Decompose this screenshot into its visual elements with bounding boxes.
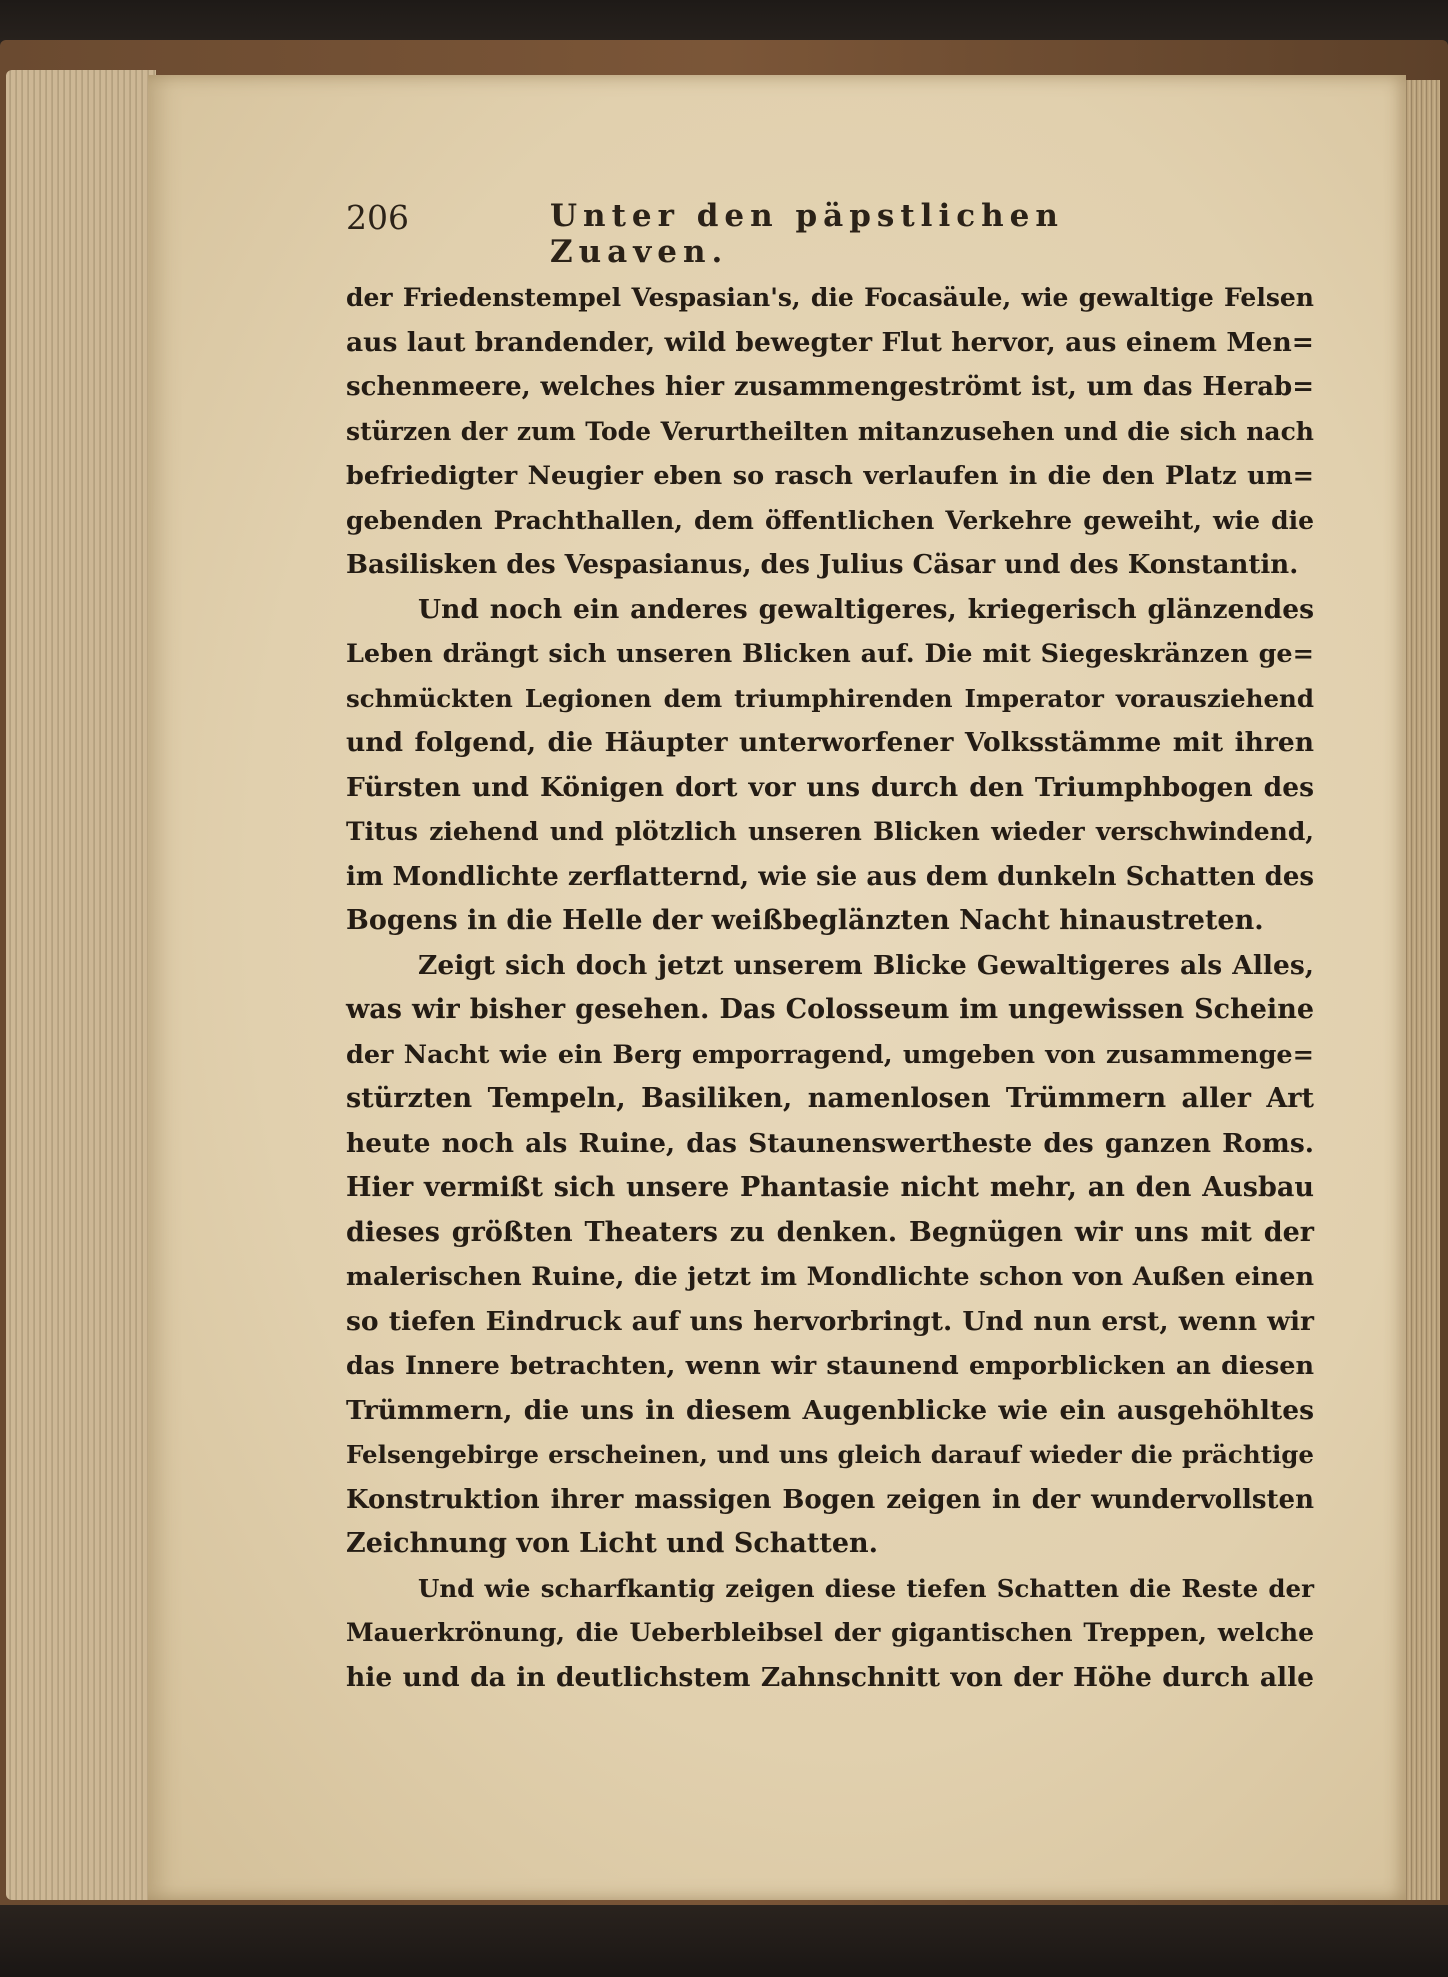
text-line: gebenden Prachthallen, dem öffentlichen Verkehre geweiht, wie die — [346, 505, 1314, 535]
text-line: Zeichnung von Licht und Schatten. — [346, 1528, 879, 1559]
text-line: was wir bisher gesehen. Das Colosseum im ungewissen Scheine — [346, 994, 1314, 1025]
page-number: 206 — [346, 198, 409, 237]
text-line: schmückten Legionen dem triumphirenden Imperator vorausziehend — [346, 683, 1314, 713]
text-line: stürzen der zum Tode Verurtheilten mitanzusehen und die sich nach — [346, 416, 1314, 446]
text-line: aus laut brandender, wild bewegter Flut hervor, aus einem Men= — [346, 326, 1314, 358]
page-header — [346, 198, 1098, 270]
text-line: Trümmern, die uns in diesem Augenblicke wie ein ausgehöhltes — [346, 1394, 1314, 1426]
text-line: Zeigt sich doch jetzt unserem Blicke Gewaltigeres als Alles, — [418, 949, 1314, 981]
running-title: Unter den päpstlichen Zuaven. — [550, 198, 1064, 270]
text-line: Und wie scharfkantig zeigen diese tiefen Schatten die Reste der — [418, 1573, 1314, 1603]
text-line: im Mondlichte zerflatternd, wie sie aus dem dunkeln Schatten des — [346, 861, 1314, 892]
text-line: Fürsten und Königen dort vor uns durch den Triumphbogen des — [346, 771, 1314, 803]
text-line: so tiefen Eindruck auf uns hervorbringt. Und nun erst, wenn wir — [346, 1305, 1314, 1337]
text-line: stürzten Tempeln, Basiliken, namenlosen Trümmern aller Art — [346, 1083, 1314, 1114]
text-line: malerischen Ruine, die jetzt im Mondlichte schon von Außen einen — [346, 1262, 1314, 1292]
body-text — [346, 276, 1314, 1700]
text-line: Basilisken des Vespasianus, des Julius Cäsar und des Konstantin. — [346, 550, 1299, 580]
text-line: Hier vermißt sich unsere Phantasie nicht mehr, an den Ausbau — [346, 1172, 1314, 1203]
left-page-stack — [6, 70, 156, 1900]
text-line: und folgend, die Häupter unterworfener Volksstämme mit ihren — [346, 727, 1314, 758]
text-line: Konstruktion ihrer massigen Bogen zeigen in der wundervollsten — [346, 1484, 1314, 1515]
text-line: Felsengebirge erscheinen, und uns gleich darauf wieder die prächtige — [346, 1440, 1314, 1469]
text-line: dieses größten Theaters zu denken. Begnügen wir uns mit der — [346, 1216, 1314, 1248]
text-line: das Innere betrachten, wenn wir staunend emporblicken an diesen — [346, 1351, 1314, 1381]
text-line: befriedigter Neugier eben so rasch verlaufen in die den Platz um= — [346, 461, 1314, 491]
text-line: Titus ziehend und plötzlich unseren Blicken wieder verschwindend, — [346, 817, 1314, 846]
text-line: schenmeere, welches hier zusammengeströmt ist, um das Herab= — [346, 372, 1314, 402]
text-line: Bogens in die Helle der weißbeglänzten Nacht hinaustreten. — [346, 905, 1264, 936]
text-line: Und noch ein anderes gewaltigeres, kriegerisch glänzendes — [418, 593, 1314, 625]
text-line: heute noch als Ruine, das Staunenswertheste des ganzen Roms. — [346, 1127, 1314, 1159]
background-bottom — [0, 1905, 1448, 1977]
text-line: der Friedenstempel Vespasian's, die Focasäule, wie gewaltige Felsen — [346, 283, 1314, 312]
text-line: Mauerkrönung, die Ueberbleibsel der gigantischen Treppen, welche — [346, 1618, 1314, 1647]
text-line: Leben drängt sich unseren Blicken auf. Die mit Siegeskränzen ge= — [346, 639, 1314, 669]
text-line: der Nacht wie ein Berg emporragend, umgeben von zusammenge= — [346, 1039, 1314, 1070]
text-line: hie und da in deutlichstem Zahnschnitt von der Höhe durch alle — [346, 1661, 1314, 1693]
